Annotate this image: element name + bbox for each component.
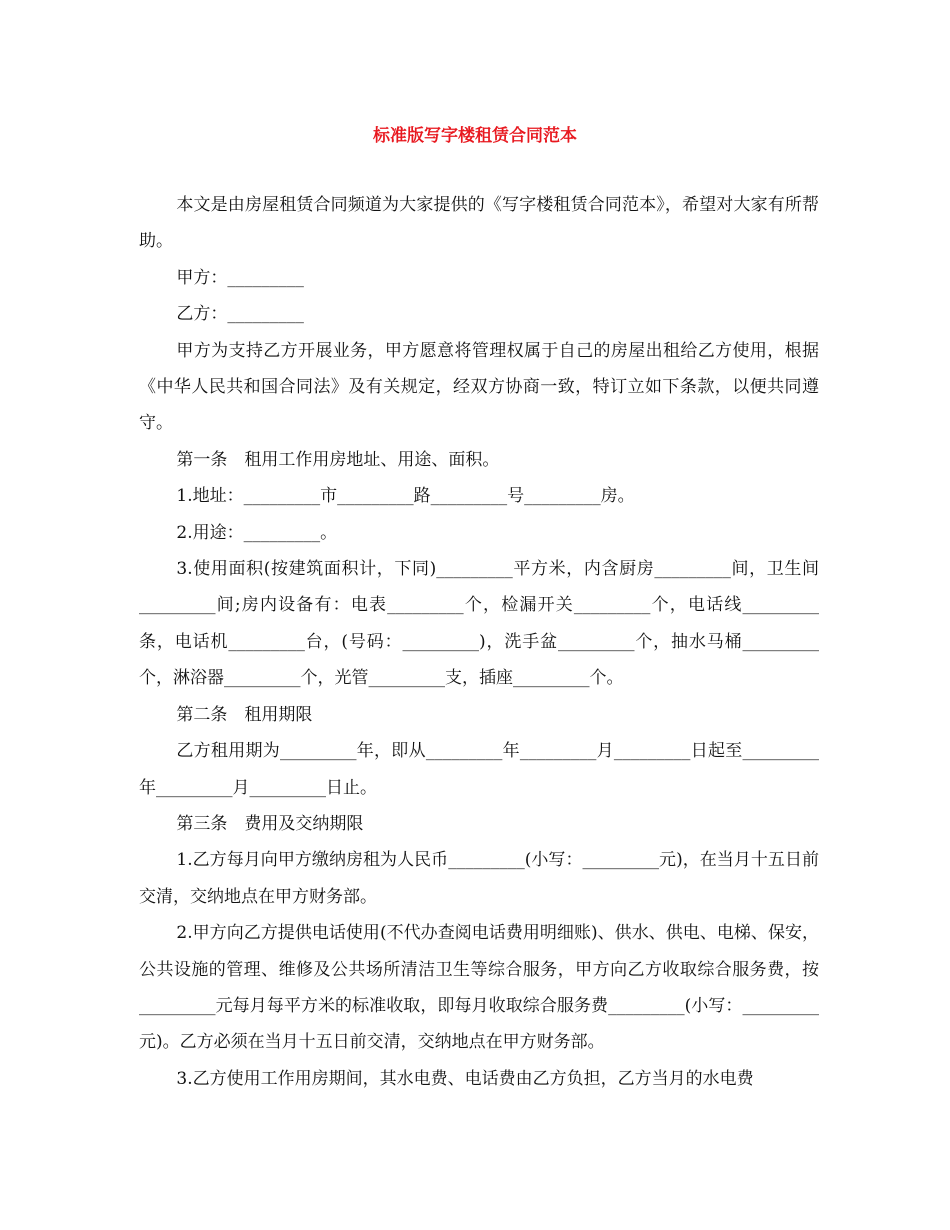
article-2-term: 乙方租用期为_________年，即从_________年_________月_________日起至_________年_________月_________日止。: [139, 741, 819, 798]
article-1-purpose: 2.用途：_________。: [176, 522, 338, 543]
intro-paragraph: 本文是由房屋租赁合同频道为大家提供的《写字楼租赁合同范本》，希望对大家有所帮助。: [139, 195, 819, 252]
article-3-service-fee: 2.甲方向乙方提供电话使用(不代办查阅电话费用明细账)、供水、供电、电梯、保安，公共设施的管理、维修及公共场所清洁卫生等综合服务，甲方向乙方收取综合服务费，按_________元每月每平方米的标准收取，即每月收取综合服务费_________(小写：_________元)。乙方必须在当月十五日前交清，交纳地点在甲方财务部。: [139, 923, 819, 1053]
article-1-area: 3.使用面积(按建筑面积计，下同)_________平方米，内含厨房_________间，卫生间_________间;房内设备有：电表_________个，检漏开关_________个，电话线_________条，电话机_________台，(号码：_________)，洗手盆_________个，抽水马桶_________个，淋浴器_________个，光管_________支，插座_________个。: [139, 559, 819, 689]
document-body: [139, 187, 819, 1097]
party-b-line: 乙方：_________: [176, 304, 304, 325]
article-3-utilities: 3.乙方使用工作用房期间，其水电费、电话费由乙方负担，乙方当月的水电费: [176, 1068, 754, 1089]
article-3-heading: 第三条 费用及交纳期限: [176, 813, 364, 834]
article-1-address: 1.地址：_________市_________路_________号_________房。: [176, 486, 635, 507]
article-2-heading: 第二条 租用期限: [176, 704, 313, 725]
article-1-heading: 第一条 租用工作用房地址、用途、面积。: [176, 449, 500, 470]
document-title: 标准版写字楼租赁合同范本: [373, 126, 577, 146]
article-3-rent: 1.乙方每月向甲方缴纳房租为人民币_________(小写：_________元)，在当月十五日前交清，交纳地点在甲方财务部。: [139, 850, 819, 907]
party-a-line: 甲方：_________: [176, 267, 304, 288]
preamble-paragraph: 甲方为支持乙方开展业务，甲方愿意将管理权属于自己的房屋出租给乙方使用，根据《中华人民共和国合同法》及有关规定，经双方协商一致，特订立如下条款，以便共同遵守。: [139, 340, 819, 434]
